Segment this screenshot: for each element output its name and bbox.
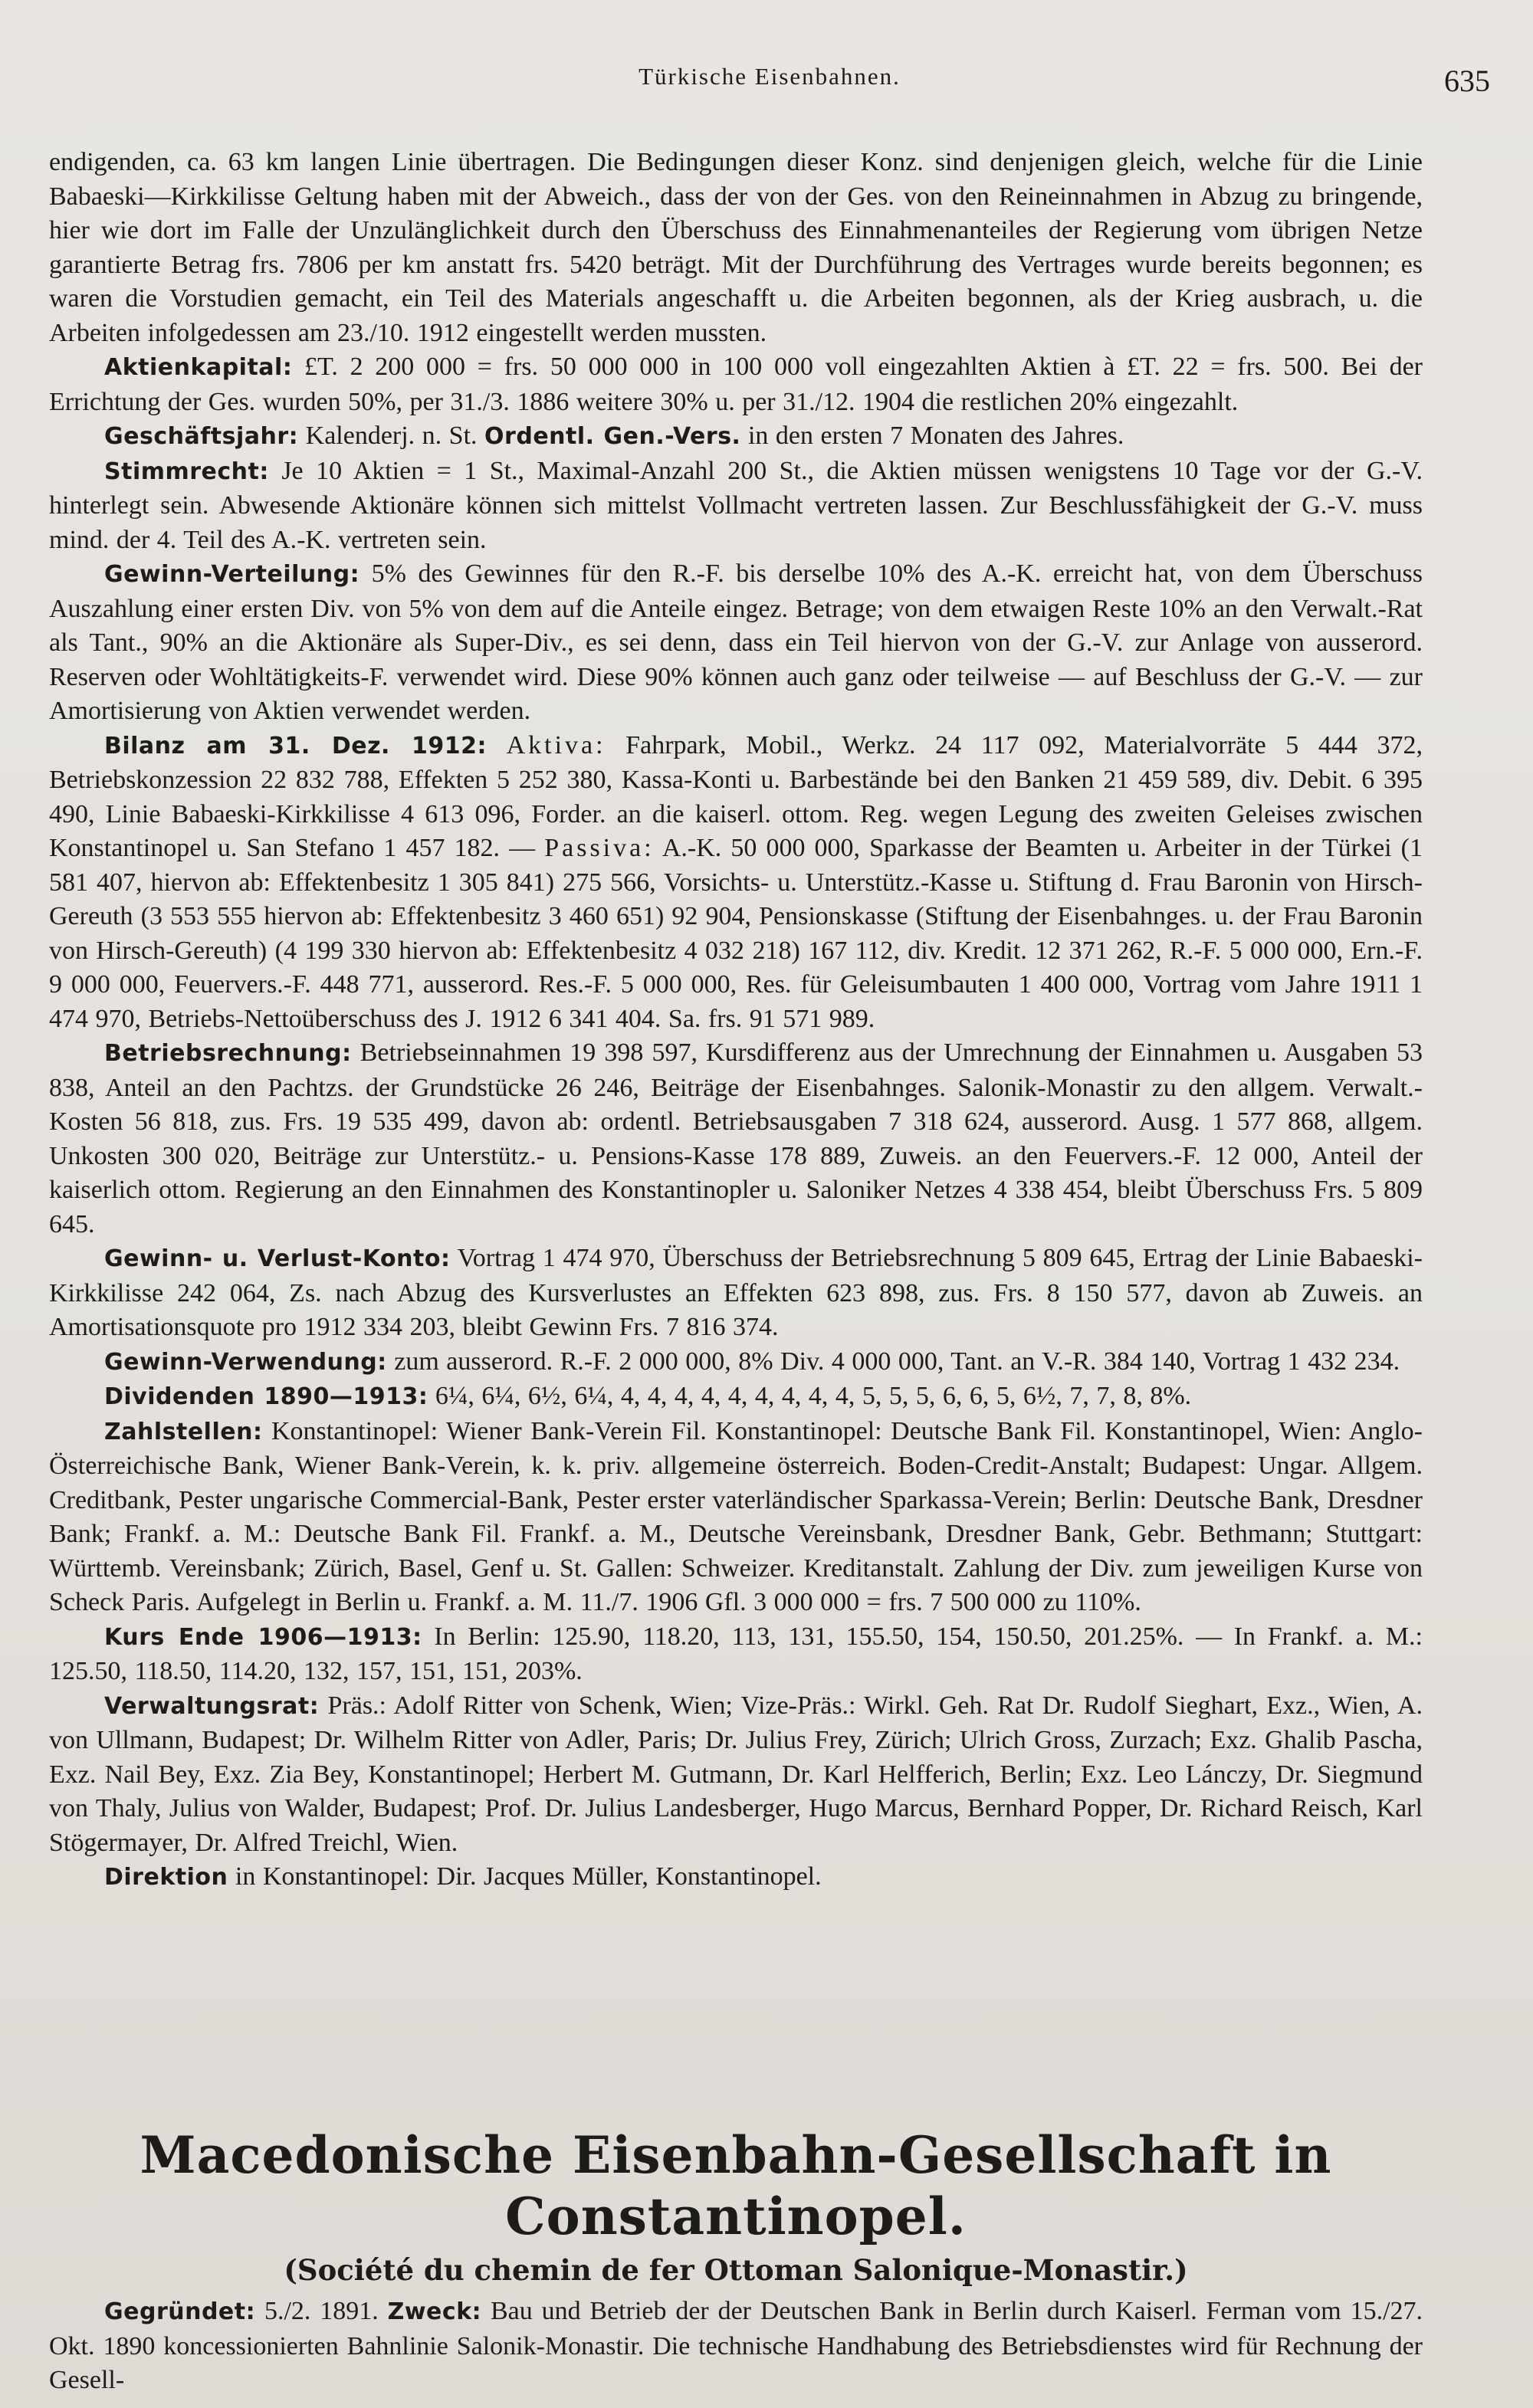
section-keyword: Betriebsrechnung: [104, 1040, 352, 1067]
paragraph-text: Konstantinopel: Wiener Bank-Verein Fil. Konstantinopel: Deutsche Bank Fil. Konstantinopel, Wien: Anglo-Österreichische Bank, Wiener Bank-Verein, k. k. priv. allgemeine österreich. Boden-Credit-Anstalt; Budapest: Ungar. Allgem. Creditbank, Pester ungarische Commercial-Bank, Pester erster vaterländischer Sparkassa-Verein; Berlin: Deutsche Bank, Dresdner Bank; Frankf. a. M.: Deutsche Bank Fil. Frankf. a. M., Deutsche Vereinsbank, Dresdner Bank, Gebr. Bethmann; Stuttgart: Württemb. Vereinsbank; Zürich, Basel, Genf u. St. Gallen: Schweizer. Kreditanstalt. Zahlung der Div. zum jeweiligen Kurse von Scheck Paris. Aufgelegt in Berlin u. Frankf. a. M. 11./7. 1906 Gfl. 3 000 000 = frs. 7 500 000 zu 110%. [49, 1416, 1423, 1616]
running-title: Türkische Eisenbahnen. [638, 63, 901, 90]
section-keyword: Ordentl. Gen.-Vers. [484, 423, 741, 450]
page-number: 635 [1444, 64, 1490, 98]
paragraph-text: Kalenderj. n. St. [305, 422, 478, 450]
company-title: Macedonische Eisenbahn-Gesellschaft in Constantinopel. [140, 2125, 1332, 2246]
section-keyword: Zweck: [387, 2298, 482, 2325]
spaced-label: Passiva: [544, 834, 655, 862]
paragraph-text: A.-K. 50 000 000, Sparkasse der Beamten u. Arbeiter in der Türkei (1 581 407, hiervon ab: Effektenbesitz 1 305 841) 275 566, Vorsichts- u. Unterstütz.-Kasse u. Stiftung d. Frau Baronin von Hirsch-Gereuth (3 553 555 hiervon ab: Effektenbesitz 3 460 651) 92 904, Pensionskasse (Stiftung der Eisenbahnges. u. der Frau Baronin von Hirsch-Gereuth) (4 199 330 hiervon ab: Effektenbesitz 4 032 218) 167 112, div. Kredit. 12 371 262, R.-F. 5 000 000, Ern.-F. 9 000 000, Feuervers.-F. 448 771, ausserord. Res.-F. 5 000 000, Res. für Geleisumbauten 1 400 000, Vortrag vom Jahre 1911 1 474 970, Betriebs-Nettoüberschuss des J. 1912 6 341 404. Sa. frs. 91 571 989. [49, 834, 1423, 1033]
section-keyword: Gewinn- u. Verlust-Konto: [104, 1245, 451, 1272]
paragraph-aktienkapital [49, 350, 1423, 419]
section-keyword: Gewinn-Verteilung: [104, 561, 360, 588]
section-keyword: Kurs Ende 1906—1913: [104, 1623, 422, 1651]
section-keyword: Direktion [104, 1864, 228, 1891]
paragraph-bilanz [49, 729, 1423, 1037]
paragraph-text: In Berlin: 125.90, 118.20, 113, 131, 155.50, 154, 150.50, 201.25%. — In Frankf. a. M.: 125.50, 118.50, 114.20, 132, 157, 151, 151, 203%. [49, 1622, 1423, 1685]
paragraph-text: Je 10 Aktien = 1 St., Maximal-Anzahl 200 St., die Aktien müssen wenigstens 10 Tage vor der G.-V. hinterlegt sein. Abwesende Aktionäre können sich mittelst Vollmacht vertreten lassen. Zur Beschlussfähigkeit der G.-V. muss mind. der 4. Teil des A.-K. vertreten sein. [49, 456, 1423, 554]
section-keyword: Geschäftsjahr: [104, 423, 299, 450]
paragraph-text: Fahrpark, Mobil., Werkz. 24 117 092, Materialvorräte 5 444 372, Betriebskonzession 22 832 788, Effekten 5 252 380, Kassa-Konti u. Barbestände bei den Banken 21 459 589, div. Debit. 6 395 490, Linie Babaeski-Kirkkilisse 4 613 096, Forder. an die kaiserl. ottom. Reg. wegen Legung des zweiten Geleises zwischen Konstantinopel u. San Stefano 1 457 182. — [49, 730, 1423, 862]
paragraph-kurs [49, 1620, 1423, 1689]
paragraph-text: Bau und Betrieb der der Deutschen Bank in Berlin durch Kaiserl. Ferman vom 15./27. Okt. 1890 koncessionierten Bahnlinie Salonik-Monastir. Die technische Handhabung des Betriebsdienstes wird für Rechnung der Gesell- [49, 2297, 1423, 2394]
section-keyword: Bilanz am 31. Dez. 1912: [104, 732, 487, 759]
paragraph-text: Betriebseinnahmen 19 398 597, Kursdifferenz aus der Umrechnung der Einnahmen u. Ausgaben 53 838, Anteil an den Pachtzs. der Grundstücke 26 246, Beiträge der Eisenbahnges. Salonik-Monastir zu den allgem. Verwalt.-Kosten 56 818, zus. Frs. 19 535 499, davon ab: ordentl. Betriebsausgaben 7 318 624, ausserord. Ausg. 1 577 868, allgem. Unkosten 300 020, Beiträge zur Unterstütz.- u. Pensions-Kasse 178 889, Zuweis. an den Feuervers.-F. 12 000, Anteil der kaiserlich ottom. Regierung an den Einnahmen des Konstantinopler u. Saloniker Netzes 4 338 454, bleibt Überschuss Frs. 5 809 645. [49, 1038, 1423, 1238]
paragraph-gegruendet [49, 2295, 1423, 2398]
article-body [49, 146, 1423, 1895]
paragraph-gewinn-verlust-konto [49, 1242, 1423, 1345]
paragraph-zahlstellen [49, 1415, 1423, 1620]
section-keyword: Verwaltungsrat: [104, 1692, 320, 1720]
paragraph-text: zum ausserord. R.-F. 2 000 000, 8% Div. 4 000 000, Tant. an V.-R. 384 140, Vortrag 1 432 234. [394, 1347, 1400, 1376]
paragraph-stimmrecht [49, 454, 1423, 558]
section-keyword: Gegründet: [104, 2298, 256, 2325]
paragraph-betriebsrechnung [49, 1036, 1423, 1242]
section-keyword: Stimmrecht: [104, 458, 269, 485]
paragraph-text: in den ersten 7 Monaten des Jahres. [747, 422, 1124, 450]
paragraph-text: 5% des Gewinnes für den R.-F. bis derselbe 10% des A.-K. erreicht hat, von dem Überschuss Auszahlung einer ersten Div. von 5% von dem auf die Anteile eingez. Betrage; von dem etwaigen Reste 10% an den Verwalt.-Rat als Tant., 90% an die Aktionäre als Super-Div., es sei denn, dass ein Teil hiervon von der G.-V. zur Anlage von ausserord. Reserven oder Wohltätigkeits-F. verwendet wird. Diese 90% können auch ganz oder teilweise — auf Beschluss der G.-V. — zur Amortisierung von Aktien verwendet werden. [49, 559, 1423, 725]
section-keyword: Zahlstellen: [104, 1418, 263, 1445]
paragraph-text: £T. 2 200 000 = frs. 50 000 000 in 100 000 voll eingezahlten Aktien à £T. 22 = frs. 500. Bei der Errichtung der Ges. wurden 50%, per 31./3. 1886 weitere 30% u. per 31./12. 1904 die restlichen 20% eingezahlt. [49, 353, 1423, 416]
company-entry [49, 2124, 1423, 2398]
page-header [49, 63, 1490, 109]
paragraph-text: 5./2. 1891. [264, 2297, 379, 2325]
section-keyword: Gewinn-Verwendung: [104, 1348, 387, 1376]
paragraph-dividenden [49, 1380, 1423, 1415]
paragraph-text: endigenden, ca. 63 km langen Linie übertragen. Die Bedingungen dieser Konz. sind denjenigen gleich, welche für die Linie Babaeski—Kirkkilisse Geltung haben mit der Abweich., dass der von der Ges. von den Reineinnahmen in Abzug zu bringende, hier wie dort im Falle der Unzulänglichkeit durch den Überschuss des Einnahmenanteiles der Regierung vom übrigen Netze garantierte Betrag frs. 7806 per km anstatt frs. 5420 beträgt. Mit der Durchführung des Vertrages wurde bereits begonnen; es waren die Vorstudien gemacht, ein Teil des Materials angeschafft u. die Arbeiten begonnen, als der Krieg ausbrach, u. die Arbeiten infolgedessen am 23./10. 1912 eingestellt werden mussten. [49, 148, 1423, 347]
section-keyword: Aktienkapital: [104, 354, 293, 381]
paragraph-text: 6¼, 6¼, 6½, 6¼, 4, 4, 4, 4, 4, 4, 4, 4, 4, 5, 5, 5, 6, 6, 5, 6½, 7, 7, 8, 8%. [435, 1382, 1192, 1410]
paragraph-text: Vortrag 1 474 970, Überschuss der Betriebsrechnung 5 809 645, Ertrag der Linie Babaeski-Kirkkilisse 242 064, Zs. nach Abzug des Kursverlustes an Effekten 623 898, zus. Frs. 8 150 577, davon ab Zuweis. an Amortisationsquote pro 1912 334 203, bleibt Gewinn Frs. 7 816 374. [49, 1244, 1423, 1341]
paragraph-gewinn-verteilung [49, 557, 1423, 729]
spaced-label: Aktiva: [506, 730, 606, 759]
section-keyword: Dividenden 1890—1913: [104, 1383, 428, 1410]
paragraph-text: in Konstantinopel: Dir. Jacques Müller, Konstantinopel. [235, 1862, 822, 1891]
company-subtitle: (Société du chemin de fer Ottoman Salonique-Monastir.) [284, 2253, 1188, 2287]
paragraph-verwaltungsrat [49, 1689, 1423, 1861]
paragraph-intro [49, 146, 1423, 350]
paragraph-geschaeftsjahr [49, 419, 1423, 454]
paragraph-gewinn-verwendung [49, 1345, 1423, 1380]
paragraph-text: Präs.: Adolf Ritter von Schenk, Wien; Vize-Präs.: Wirkl. Geh. Rat Dr. Rudolf Sieghart, Exz., Wien, A. von Ullmann, Budapest; Dr. Wilhelm Ritter von Adler, Paris; Dr. Julius Frey, Zürich; Ulrich Gross, Zurzach; Exz. Ghalib Pascha, Exz. Nail Bey, Exz. Zia Bey, Konstantinopel; Herbert M. Gutmann, Dr. Karl Helfferich, Berlin; Exz. Leo Lánczy, Dr. Siegmund von Thaly, Julius von Walder, Budapest; Prof. Dr. Julius Landesberger, Hugo Marcus, Bernhard Popper, Dr. Richard Reisch, Karl Stögermayer, Dr. Alfred Treichl, Wien. [49, 1691, 1423, 1857]
paragraph-direktion [49, 1860, 1423, 1895]
